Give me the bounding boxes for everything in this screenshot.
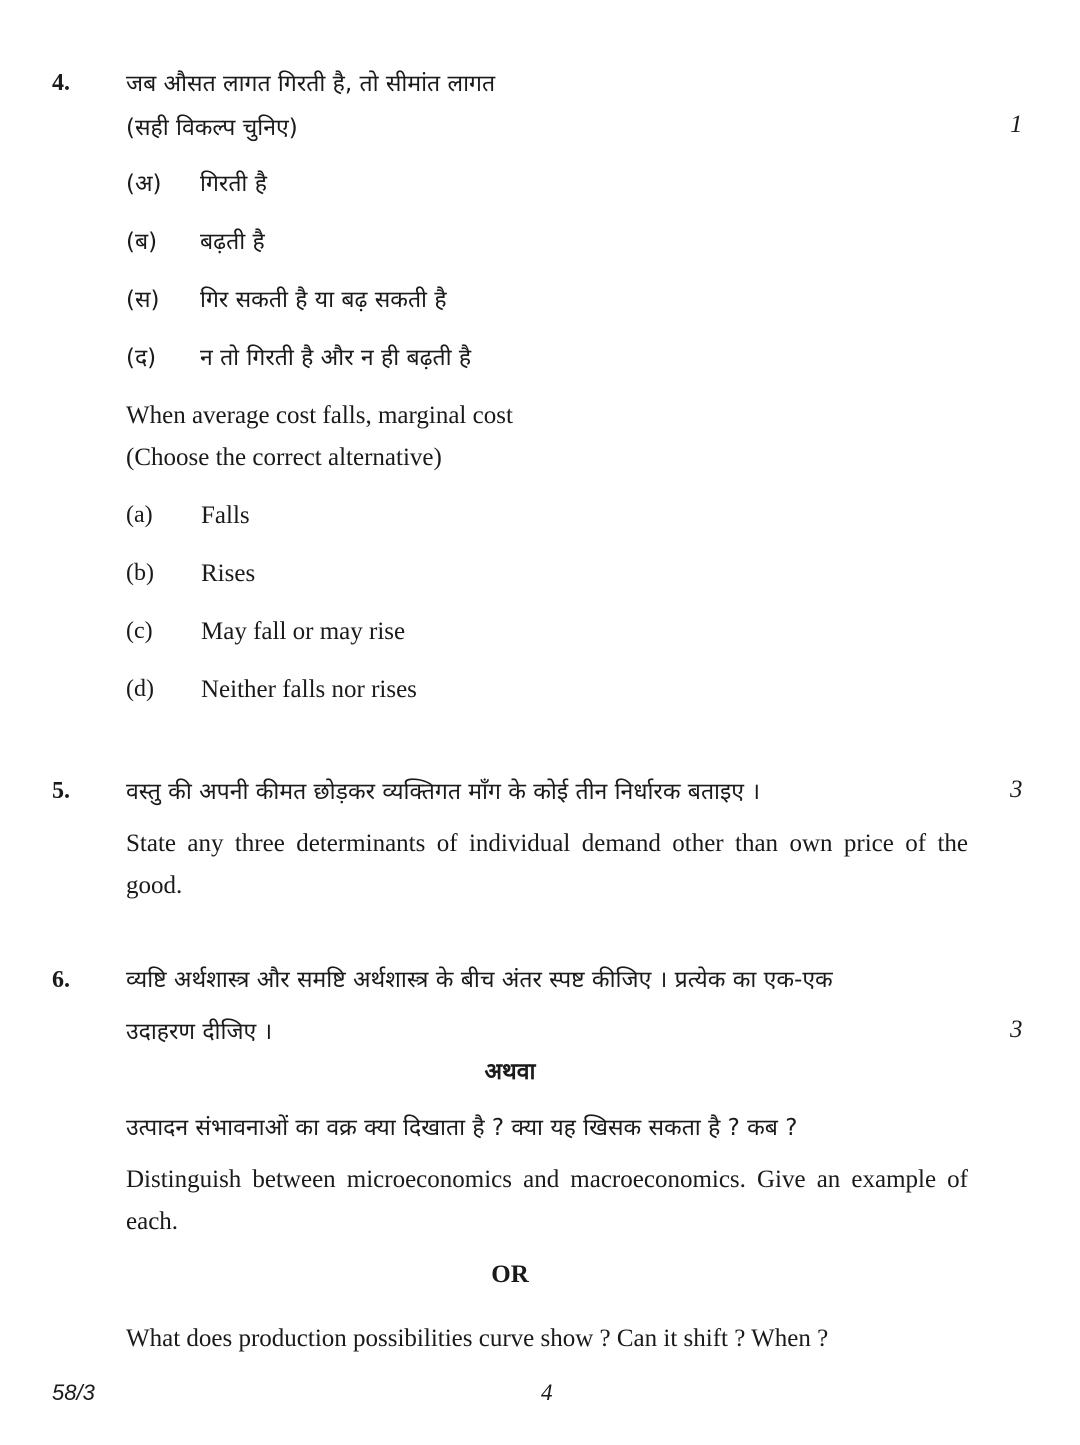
q6-hindi-or: अथवा <box>484 1059 536 1085</box>
q4-hindi-option-label: (अ) <box>126 171 162 197</box>
q4-hindi-option-text: गिरती है <box>200 171 267 197</box>
q4-english-instruction: (Choose the correct alternative) <box>126 444 442 471</box>
q4-english-option-text: Rises <box>201 560 256 587</box>
q6-hindi-text-line-2: उदाहरण दीजिए । <box>126 1019 273 1045</box>
question-number-5: 5. <box>52 778 70 804</box>
q4-hindi-instruction: (सही विकल्प चुनिए) <box>126 115 298 141</box>
q4-hindi-option-label: (स) <box>126 287 160 313</box>
q4-english-option-label: (b) <box>126 560 154 586</box>
q4-marks: 1 <box>1010 111 1023 138</box>
q5-english-text: State any three determinants of individual demand other than own price of the good. <box>126 830 968 899</box>
q4-english-stem: When average cost falls, marginal cost <box>126 402 513 429</box>
q6-marks: 3 <box>1010 1016 1023 1043</box>
q4-hindi-option-label: (द) <box>126 345 157 371</box>
q6-english-or: OR <box>491 1261 529 1288</box>
q5-marks: 3 <box>1010 776 1023 803</box>
q4-hindi-option-label: (ब) <box>126 229 158 255</box>
paper-code: 58/3 <box>52 1380 95 1405</box>
q6-hindi-alternative: उत्पादन संभावनाओं का वक्र क्या दिखाता है ? क्या यह खिसक सकता है ? कब ? <box>126 1115 798 1141</box>
q4-hindi-option-text: बढ़ती है <box>200 229 265 255</box>
q4-hindi-option-text: न तो गिरती है और न ही बढ़ती है <box>200 345 472 371</box>
q4-english-option-label: (c) <box>126 618 153 644</box>
q4-hindi-option-text: गिर सकती है या बढ़ सकती है <box>200 287 447 313</box>
q4-hindi-stem: जब औसत लागत गिरती है, तो सीमांत लागत <box>126 71 496 97</box>
q5-hindi-text: वस्तु की अपनी कीमत छोड़कर व्यक्तिगत माँग के कोई तीन निर्धारक बताइए । <box>126 779 761 805</box>
q6-hindi-text-line-1: व्यष्टि अर्थशास्त्र और समष्टि अर्थशास्त्र के बीच अंतर स्पष्ट कीजिए । प्रत्येक का एक-एक <box>126 967 833 993</box>
question-number-6: 6. <box>52 967 70 993</box>
q4-english-option-text: May fall or may rise <box>201 618 406 645</box>
question-number-4: 4. <box>52 70 70 96</box>
q4-english-option-text: Falls <box>201 502 250 529</box>
q4-english-option-text: Neither falls nor rises <box>201 676 417 703</box>
q6-english-alternative: What does production possibilities curve show ? Can it shift ? When ? <box>126 1325 829 1352</box>
q4-english-option-label: (a) <box>126 502 153 528</box>
page-number: 4 <box>541 1380 553 1405</box>
q6-english-text: Distinguish between microeconomics and macroeconomics. Give an example of each. <box>126 1166 968 1235</box>
q4-english-option-label: (d) <box>126 676 154 702</box>
